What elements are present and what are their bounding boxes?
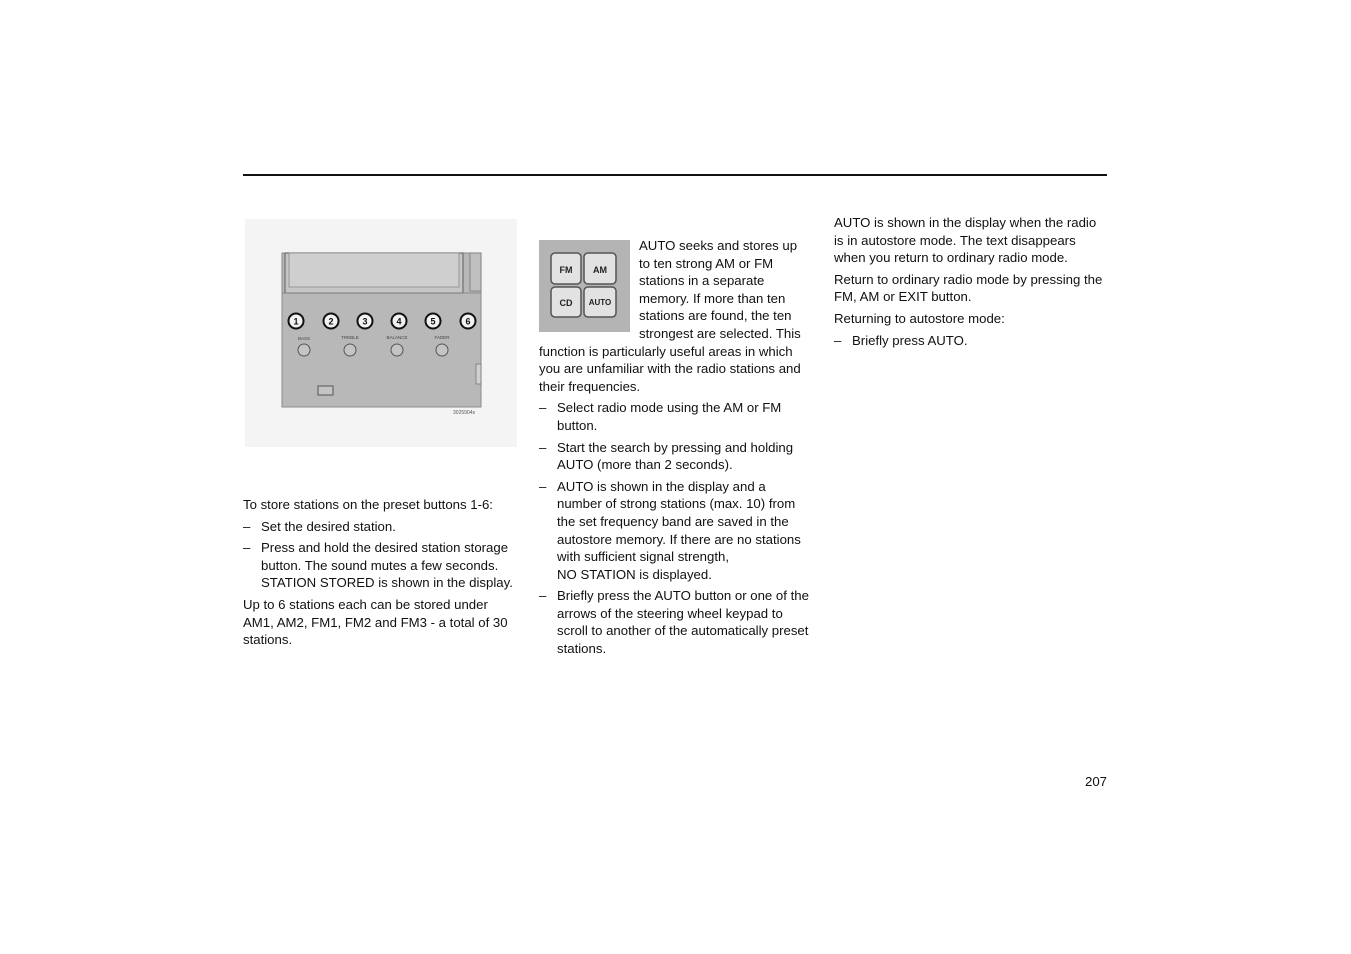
preset-label-1: 1	[293, 316, 299, 327]
page-number: 207	[1084, 774, 1107, 789]
header-rule	[243, 174, 1107, 176]
column-autostore	[539, 237, 811, 662]
preset-label-2: 2	[328, 316, 334, 327]
fm-button-label: FM	[559, 265, 573, 275]
auto-button-label: AUTO	[588, 298, 612, 307]
autostore-step-3	[539, 478, 811, 584]
preset-step-2: – Press and hold the desired station storage button. The sound mutes a few seconds. STATION STORED is shown in the display.	[243, 539, 519, 592]
column-autostore-mode	[834, 214, 1108, 353]
returning-step-1: – Briefly press AUTO.	[834, 332, 1108, 350]
knob-label-bass: BASS	[297, 336, 311, 341]
figure-ref-code: 3025904s	[453, 410, 475, 416]
returning-autostore-heading: Returning to autostore mode:	[834, 310, 1005, 326]
preset-label-5: 5	[430, 316, 436, 327]
autostore-step-4: – Briefly press the AUTO button or one of the arrows of the steering wheel keypad to scroll to another of the automatically preset stations.	[539, 587, 811, 657]
autostore-display-paragraph: AUTO is shown in the display when the radio is in autostore mode. The text disappears when you return to ordinary radio mode.	[834, 215, 1097, 266]
column-preset-storing	[243, 496, 519, 653]
preset-label-3: 3	[362, 316, 368, 327]
knob-bass	[298, 344, 310, 356]
knob-label-treble: TREBLE	[341, 335, 359, 340]
knob-fader	[436, 344, 448, 356]
knob-label-fader: FADER	[434, 335, 450, 340]
return-ordinary-paragraph: Return to ordinary radio mode by pressing the FM, AM or EXIT button.	[834, 271, 1103, 305]
cd-button-label: CD	[559, 298, 573, 308]
radio-preset-panel-illustration	[245, 219, 517, 447]
fm-am-cd-auto-buttons-illustration	[539, 240, 630, 332]
preset-step-1: – Set the desired station.	[243, 518, 519, 536]
am-button-label: AM	[593, 265, 607, 275]
preset-label-6: 6	[465, 316, 471, 327]
knob-label-balance: BALANCE	[386, 335, 408, 340]
preset-label-4: 4	[396, 316, 402, 327]
preset-outro: Up to 6 stations each can be stored under AM1, AM2, FM1, FM2 and FM3 - a total of 30 stations.	[243, 596, 508, 648]
autostore-step-2: – Start the search by pressing and holding AUTO (more than 2 seconds).	[539, 439, 811, 474]
knob-balance	[391, 344, 403, 356]
autostore-step-1: – Select radio mode using the AM or FM button.	[539, 399, 811, 434]
knob-treble	[344, 344, 356, 356]
autostore-step-3-line2: NO STATION is displayed.	[557, 566, 712, 582]
autostore-intro: AUTO seeks and stores up to ten strong AM or FM stations in a separate memory. If more than ten stations are found, the ten strongest are selected. This function is particularly useful areas in which you are unfamiliar with the radio stations and their frequencies.	[539, 238, 801, 394]
autostore-step-3-text: AUTO is shown in the display and a number of strong stations (max. 10) from the set frequency band are saved in the autostore memory. If there are no stations with sufficient signal strength,	[557, 478, 801, 565]
preset-intro: To store stations on the preset buttons 1-6:	[243, 497, 493, 512]
